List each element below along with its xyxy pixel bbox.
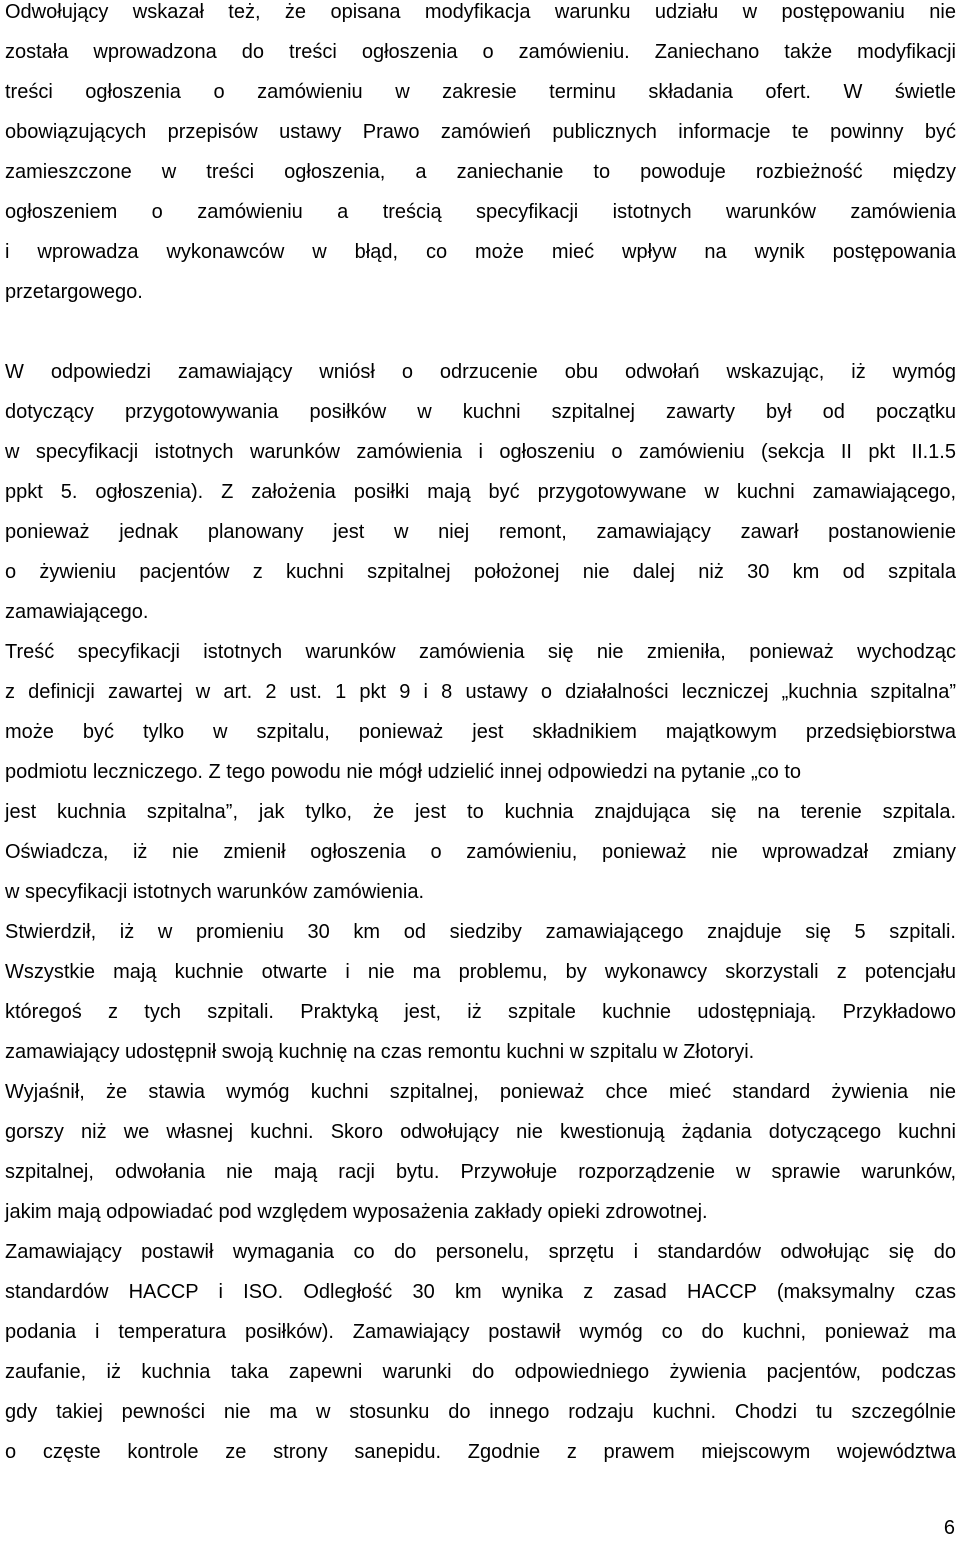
text-line: Odwołujący wskazał też, że opisana modyfikacja warunku udziału w postępowaniu nie: [5, 1, 956, 23]
text-line: ponieważ jednak planowany jest w niej remont, zamawiający zawarł postanowienie: [5, 521, 956, 543]
text-line: gdy takiej pewności nie ma w stosunku do innego rodzaju kuchni. Chodzi tu szczególnie: [5, 1401, 956, 1423]
text-line: i wprowadza wykonawców w błąd, co może mieć wpływ na wynik postępowania: [5, 241, 956, 263]
text-line: z definicji zawartej w art. 2 ust. 1 pkt 9 i 8 ustawy o działalności leczniczej „kuchnia szpitalna”: [5, 681, 956, 703]
text-line: podmiotu leczniczego. Z tego powodu nie mógł udzielić innej odpowiedzi na pytanie „co to: [5, 761, 802, 783]
paragraph-odpowiedz-zamawiajacego: [5, 352, 956, 1472]
text-line: Wszystkie mają kuchnie otwarte i nie ma problemu, by wykonawcy skorzystali z potencjału: [5, 961, 956, 983]
text-line: obowiązujących przepisów ustawy Prawo zamówień publicznych informacje te powinny być: [5, 121, 956, 143]
text-line: zaufanie, iż kuchnia taka zapewni warunki do odpowiedniego żywienia pacjentów, podczas: [5, 1361, 956, 1383]
text-line: W odpowiedzi zamawiający wniósł o odrzucenie obu odwołań wskazując, iż wymóg: [5, 361, 956, 383]
text-line: o żywieniu pacjentów z kuchni szpitalnej położonej nie dalej niż 30 km od szpitala: [5, 561, 956, 583]
text-line: treści ogłoszenia o zamówieniu w zakresie terminu składania ofert. W świetle: [5, 81, 956, 103]
paragraph-odwolujacy: [5, 0, 956, 312]
text-line: Stwierdził, iż w promieniu 30 km od siedziby zamawiającego znajduje się 5 szpitali.: [5, 921, 956, 943]
text-line: gorszy niż we własnej kuchni. Skoro odwołujący nie kwestionują żądania dotyczącego kuchni: [5, 1121, 956, 1143]
text-line: jakim mają odpowiadać pod względem wyposażenia zakłady opieki zdrowotnej.: [5, 1201, 708, 1223]
page-number: 6: [943, 1517, 955, 1539]
text-line: zamawiający udostępnił swoją kuchnię na czas remontu kuchni w szpitalu w Złotoryi.: [5, 1041, 755, 1063]
text-line: standardów HACCP i ISO. Odległość 30 km wynika z zasad HACCP (maksymalny czas: [5, 1281, 956, 1303]
text-line: została wprowadzona do treści ogłoszenia o zamówieniu. Zaniechano także modyfikacji: [5, 41, 956, 63]
text-line: Oświadcza, iż nie zmienił ogłoszenia o zamówieniu, ponieważ nie wprowadzał zmiany: [5, 841, 956, 863]
text-line: może być tylko w szpitalu, ponieważ jest składnikiem majątkowym przedsiębiorstwa: [5, 721, 956, 743]
text-line: Zamawiający postawił wymagania co do personelu, sprzętu i standardów odwołując się do: [5, 1241, 956, 1263]
text-line: w specyfikacji istotnych warunków zamówienia.: [5, 881, 425, 903]
text-line: zamieszczone w treści ogłoszenia, a zaniechanie to powoduje rozbieżność między: [5, 161, 956, 183]
text-line: o częste kontrole ze strony sanepidu. Zgodnie z prawem miejscowym województwa: [5, 1441, 956, 1463]
text-line: zamawiającego.: [5, 601, 149, 623]
text-line: dotyczący przygotowywania posiłków w kuchni szpitalnej zawarty był od początku: [5, 401, 956, 423]
text-line: przetargowego.: [5, 281, 143, 303]
text-line: Wyjaśnił, że stawia wymóg kuchni szpitalnej, ponieważ chce mieć standard żywienia nie: [5, 1081, 956, 1103]
text-line: jest kuchnia szpitalna”, jak tylko, że jest to kuchnia znajdująca się na terenie szpitala.: [5, 801, 956, 823]
text-line: ppkt 5. ogłoszenia). Z założenia posiłki mają być przygotowywane w kuchni zamawiającego,: [5, 481, 956, 503]
text-line: ogłoszeniem o zamówieniu a treścią specyfikacji istotnych warunków zamówienia: [5, 201, 956, 223]
text-line: w specyfikacji istotnych warunków zamówienia i ogłoszeniu o zamówieniu (sekcja II pkt II.1.5: [5, 441, 956, 463]
text-line: Treść specyfikacji istotnych warunków zamówienia się nie zmieniła, ponieważ wychodząc: [5, 641, 956, 663]
text-line: podania i temperatura posiłków). Zamawiający postawił wymóg co do kuchni, ponieważ ma: [5, 1321, 956, 1343]
text-line: szpitalnej, odwołania nie mają racji bytu. Przywołuje rozporządzenie w sprawie warunków,: [5, 1161, 956, 1183]
text-line: któregoś z tych szpitali. Praktyką jest, iż szpitale kuchnie udostępniają. Przykładowo: [5, 1001, 956, 1023]
